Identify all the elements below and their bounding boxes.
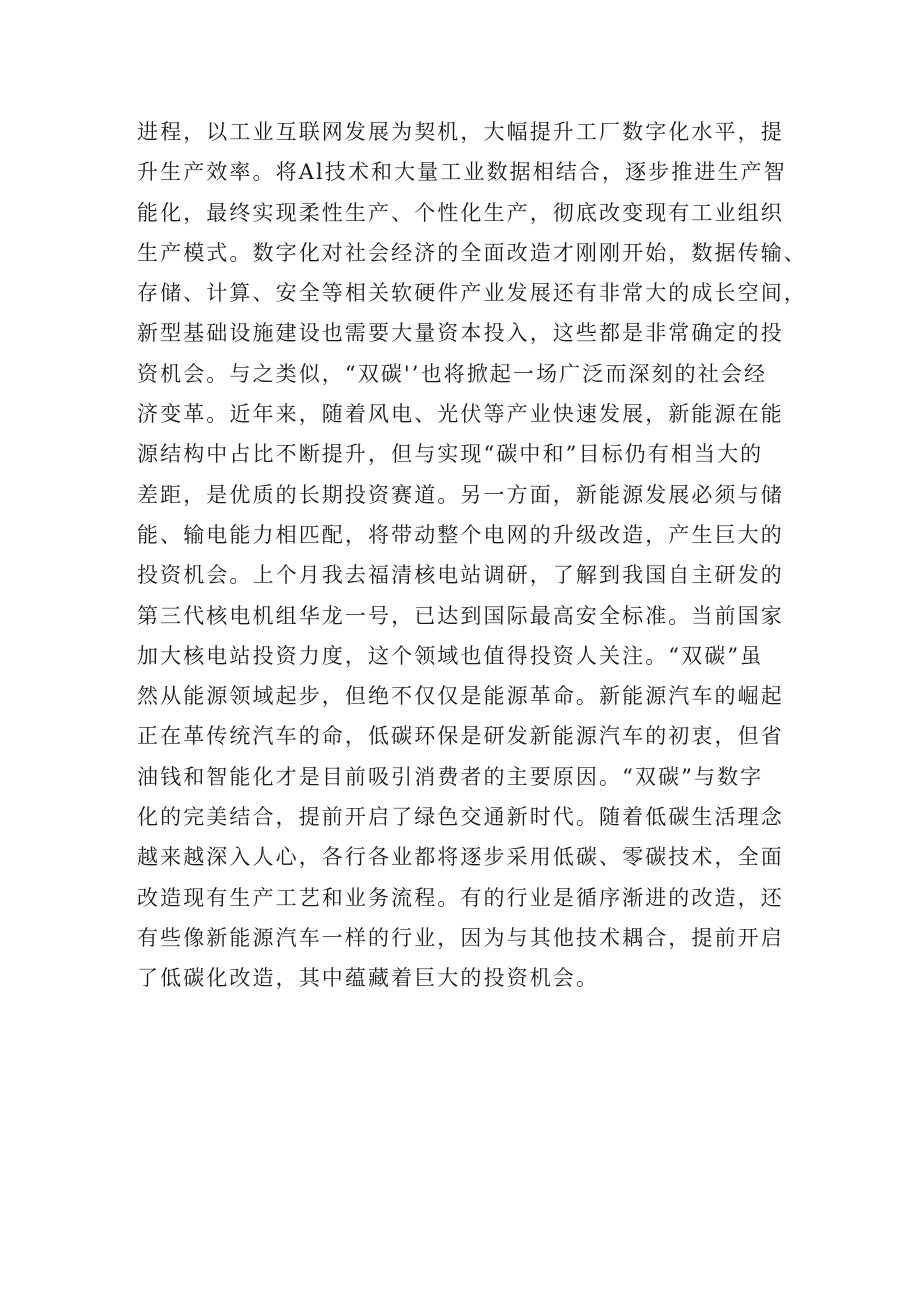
text-line: 正在革传统汽车的命，低碳环保是研发新能源汽车的初衷，但省 — [137, 724, 784, 749]
text-line: 化的完美结合，提前开启了绿色交通新时代。随着低碳生活理念 — [137, 805, 784, 830]
text-line: 了低碳化改造，其中蕴藏着巨大的投资机会。 — [137, 966, 599, 991]
body-paragraph — [137, 112, 827, 999]
text-line: 加大核电站投资力度，这个领域也值得投资人关注。“双碳”虽 — [137, 643, 764, 668]
text-line: 源结构中占比不断提升，但与实现“碳中和”目标仍有相当大的 — [137, 442, 764, 467]
text-line: 投资机会。上个月我去福清核电站调研，了解到我国自主研发的 — [137, 563, 784, 588]
text-line: 能化，最终实现柔性生产、个性化生产，彻底改变现有工业组织 — [137, 200, 784, 225]
text-line: 济变革。近年来，随着风电、光伏等产业快速发展，新能源在能 — [137, 402, 784, 427]
text-line: 改造现有生产工艺和业务流程。有的行业是循序渐进的改造，还 — [137, 885, 784, 910]
text-line: 存储、计算、安全等相关软硬件产业发展还有非常大的成长空间， — [137, 281, 807, 306]
text-line: 资机会。与之类似，“双碳'’也将掀起一场广泛而深刻的社会经 — [137, 361, 768, 386]
text-line: 油钱和智能化才是目前吸引消费者的主要原因。“双碳”与数字 — [137, 764, 764, 789]
text-line: 进程，以工业互联网发展为契机，大幅提升工厂数字化水平，提 — [137, 120, 784, 144]
text-line: 生产模式。数字化对社会经济的全面改造才刚刚开始，数据传输、 — [137, 240, 807, 265]
text-line: 升生产效率。将Al技术和大量工业数据相结合，逐步推进生产智 — [137, 160, 787, 185]
text-line: 有些像新能源汽车一样的行业，因为与其他技术耦合，提前开启 — [137, 925, 784, 950]
text-line: 新型基础设施建设也需要大量资本投入，这些都是非常确定的投 — [137, 321, 784, 346]
text-line: 差距，是优质的长期投资赛道。另一方面，新能源发展必须与储 — [137, 482, 784, 507]
text-line: 能、输电能力相匹配，将带动整个电网的升级改造，产生巨大的 — [137, 522, 784, 547]
text-line: 然从能源领域起步，但绝不仅仅是能源革命。新能源汽车的崛起 — [137, 684, 784, 709]
text-line: 越来越深入人心，各行各业都将逐步采用低碳、零碳技术，全面 — [137, 845, 784, 870]
text-line: 第三代核电机组华龙一号，已达到国际最高安全标准。当前国家 — [137, 603, 784, 628]
